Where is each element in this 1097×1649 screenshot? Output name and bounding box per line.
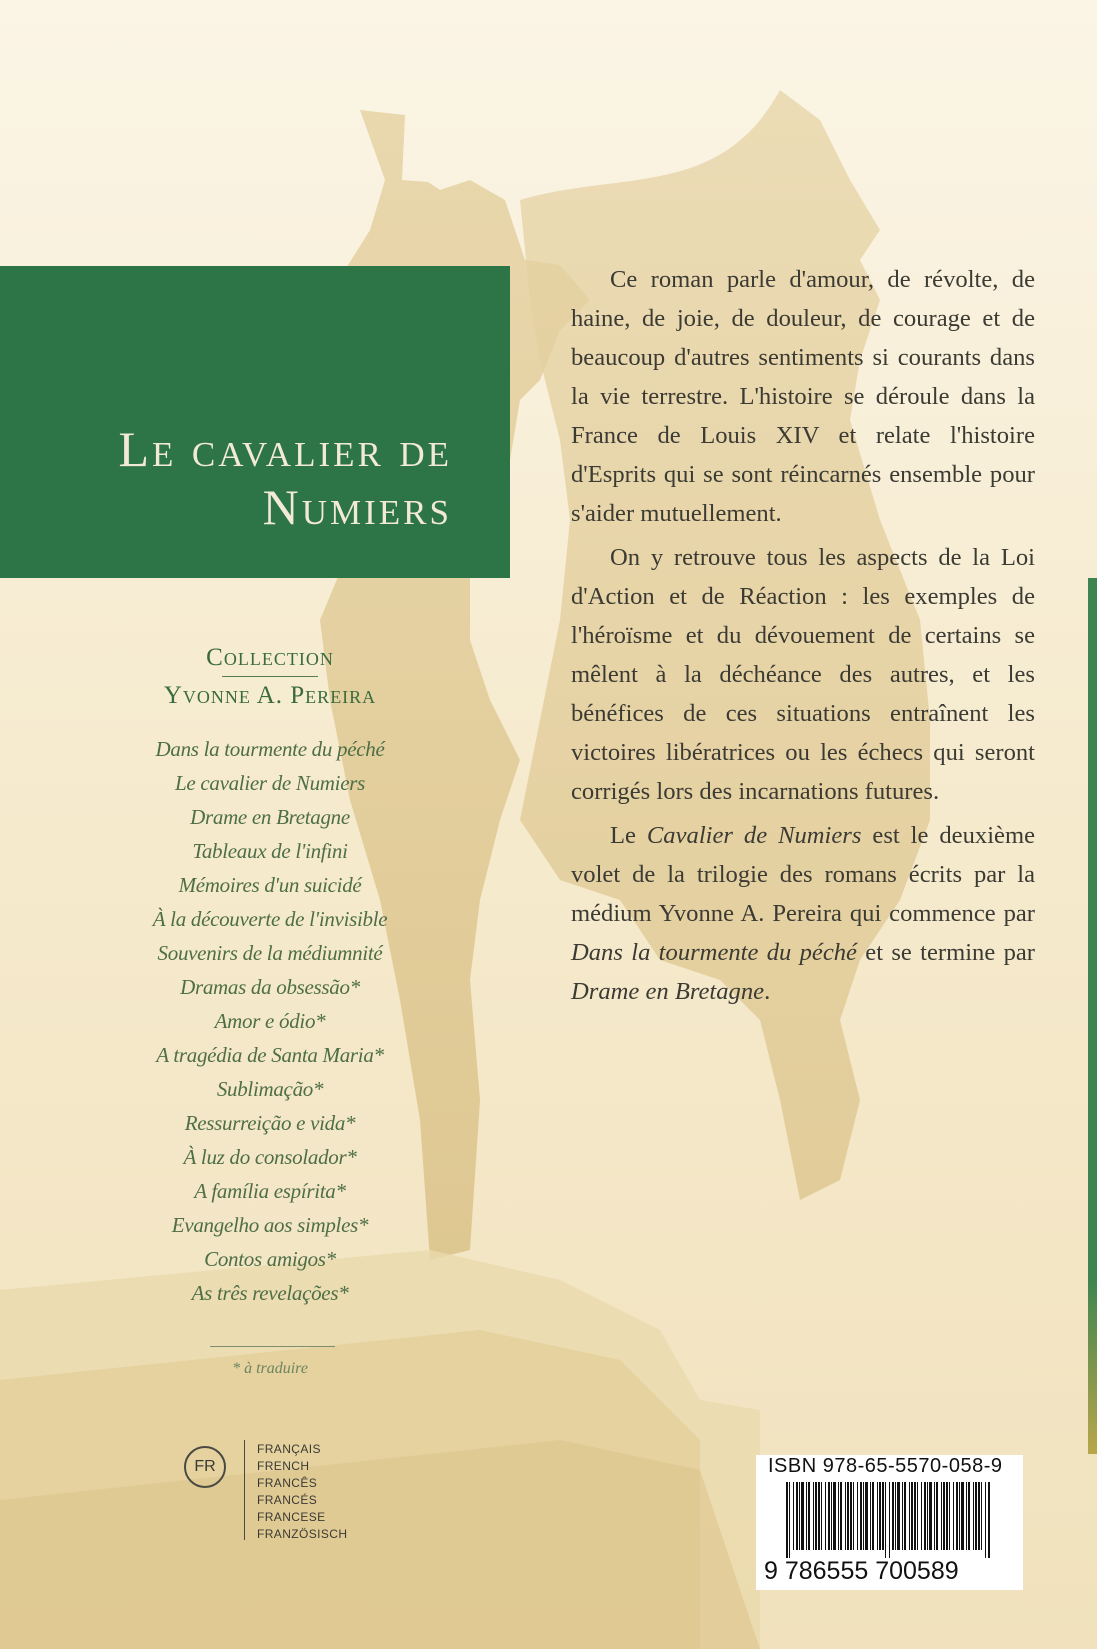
barcode-bar (897, 1482, 900, 1550)
barcode-bar (857, 1482, 858, 1550)
collection-title-item: Le cavalier de Numiers (175, 771, 365, 795)
collection-title-item: Dramas da obsessão* (180, 975, 360, 999)
barcode-bar (808, 1482, 810, 1550)
collection-title-item: Mémoires d'un suicidé (178, 873, 362, 897)
barcode-bar (825, 1482, 826, 1550)
language-divider (244, 1440, 245, 1540)
collection-heading: Collection (206, 644, 334, 671)
blurb-book-title: Drame en Bretagne (571, 978, 765, 1005)
barcode-bar (949, 1482, 950, 1550)
barcode-bar (959, 1482, 960, 1550)
barcode-bar (921, 1482, 922, 1550)
barcode-bar (973, 1482, 974, 1550)
barcode-bar (865, 1482, 868, 1550)
barcode-bar (892, 1482, 894, 1550)
barcode-bar (860, 1482, 862, 1550)
barcode-bar (821, 1482, 822, 1550)
barcode-bar (853, 1482, 854, 1550)
barcode-bar (870, 1482, 871, 1550)
barcode-bar (978, 1482, 980, 1550)
title-band (0, 266, 510, 578)
isbn-label: ISBN 978-65-5570-058-9 (768, 1455, 1003, 1477)
barcode-bar (934, 1482, 935, 1550)
collection-title-item: A tragédia de Santa Maria* (156, 1043, 384, 1067)
ean-digits: 9 786555 700589 (764, 1557, 959, 1585)
barcode-bar (985, 1482, 986, 1558)
barcode-bar (909, 1482, 910, 1550)
collection-titles (100, 732, 440, 1310)
barcode-bar (943, 1482, 945, 1550)
collection-title-item: À luz do consolador* (183, 1145, 357, 1169)
title-line-2: Numiers (262, 478, 452, 535)
barcode-bar (815, 1482, 817, 1550)
collection-divider (222, 676, 318, 677)
barcode-bar (885, 1482, 886, 1558)
language-names (257, 1441, 347, 1543)
blurb-text: est le deuxième volet de la trilogie des romans écrits par la médium Yvonne A. Pereira qui commence par (571, 822, 1035, 927)
blurb-paragraph-1: Ce roman parle d'amour, de révolte, de haine, de joie, de douleur, de courage et de beaucoup d'autres sentiments si courants dans la vie terrestre. L'histoire se déroule dans la France de Louis XIV et relate l'histoire d'Esprits qui se sont réincarnés ensemble pour s'aider mutuellement. (571, 266, 1035, 527)
collection-title-item: Evangelho aos simples* (171, 1213, 369, 1237)
barcode-bar (840, 1482, 842, 1550)
language-name: FRENCH (257, 1459, 310, 1473)
blurb-paragraph-3 (571, 816, 1035, 1011)
barcode-bar (936, 1482, 938, 1550)
language-name: FRANCESE (257, 1510, 326, 1524)
barcode-bar (786, 1482, 788, 1558)
barcode-bar (872, 1482, 874, 1550)
collection-title-item: As três revelações* (191, 1281, 349, 1305)
footnote: * à traduire (232, 1360, 308, 1377)
barcode-bar (831, 1482, 832, 1550)
barcode-bar (793, 1482, 794, 1550)
barcode-bar (902, 1482, 903, 1550)
barcode-bar (877, 1482, 878, 1550)
barcode-bar (946, 1482, 948, 1550)
barcode-bar (911, 1482, 913, 1550)
barcode-bar (863, 1482, 864, 1550)
barcode-bar (882, 1482, 884, 1550)
collection-title-item: Souvenirs de la médiumnité (157, 941, 383, 965)
title-line-1: Le cavalier de (118, 420, 452, 477)
collection-author: Yvonne A. Pereira (163, 682, 377, 709)
barcode-bar (828, 1482, 830, 1550)
barcode-bar (927, 1482, 928, 1550)
collection-title-item: A família espírita* (194, 1179, 346, 1203)
footnote-divider (210, 1346, 335, 1347)
collection-title-item: À la découverte de l'invisible (152, 907, 388, 931)
barcode-bar (968, 1482, 970, 1550)
blurb-text: . (764, 978, 771, 1005)
blurb-paragraph-2: On y retrouve tous les aspects de la Loi d'Action et de Réaction : les exemples de l'héroïsme et du dévouement de certains se mêlent à la déchéance des autres, et les bénéfices de ces situations entraînent les victoires libératrices ou les échecs qui seront corrigés lors des incarnations futures. (571, 544, 1035, 805)
language-name: FRANCÊS (257, 1476, 318, 1490)
blurb-text: Le (610, 822, 647, 849)
barcode-bar (895, 1482, 896, 1550)
collection-title-item: Sublimação* (216, 1077, 324, 1101)
barcode-bar (956, 1482, 958, 1550)
blurb-text: et se termine par (856, 939, 1035, 966)
barcode-bar (975, 1482, 977, 1550)
blurb-book-title: Dans la tourmente du péché (571, 939, 857, 966)
book-title (12, 420, 452, 536)
barcode-bar (799, 1482, 800, 1550)
collection-title-item: Drame en Bretagne (190, 805, 350, 829)
collection-title-item: Tableaux de l'infini (192, 839, 348, 863)
barcode-bar (917, 1482, 918, 1550)
barcode-bar (914, 1482, 916, 1550)
collection-title-item: Contos amigos* (204, 1247, 336, 1271)
barcode-bar (818, 1482, 820, 1550)
barcode-bar (988, 1482, 990, 1558)
language-name: FRANÇAIS (257, 1442, 321, 1456)
barcode-bar (889, 1482, 890, 1558)
back-cover-blurb (571, 260, 1035, 1011)
language-badge: FR (184, 1446, 226, 1488)
collection-list (100, 642, 440, 1310)
barcode-bar (813, 1482, 814, 1550)
language-name: FRANCÉS (257, 1493, 318, 1507)
barcode-panel (756, 1455, 1023, 1590)
barcode-bar (806, 1482, 807, 1550)
barcode-bar (796, 1482, 798, 1550)
collection-title-item: Amor e ódio* (214, 1009, 326, 1033)
barcode-bar (879, 1482, 881, 1550)
collection-title-item: Dans la tourmente du péché (155, 737, 385, 761)
collection-title-item: Ressurreição e vida* (184, 1111, 356, 1135)
spine-edge-strip (1088, 578, 1097, 1454)
barcode-bar (845, 1482, 846, 1550)
barcode-bar (904, 1482, 906, 1550)
barcode-bar (981, 1482, 982, 1550)
barcode-bar (838, 1482, 839, 1550)
language-name: FRANZÖSISCH (257, 1527, 348, 1541)
barcode-bar (966, 1482, 967, 1550)
barcode-bar (924, 1482, 926, 1550)
barcode-bar (833, 1482, 836, 1550)
blurb-book-title: Cavalier de Numiers (646, 822, 862, 849)
barcode-bar (801, 1482, 804, 1550)
barcode-bar (961, 1482, 964, 1550)
barcode-bar (789, 1482, 790, 1558)
barcode-bar (929, 1482, 932, 1550)
barcode (786, 1482, 991, 1558)
barcode-bar (941, 1482, 942, 1550)
barcode-bar (953, 1482, 954, 1550)
barcode-bar (850, 1482, 852, 1550)
barcode-bar (847, 1482, 849, 1550)
